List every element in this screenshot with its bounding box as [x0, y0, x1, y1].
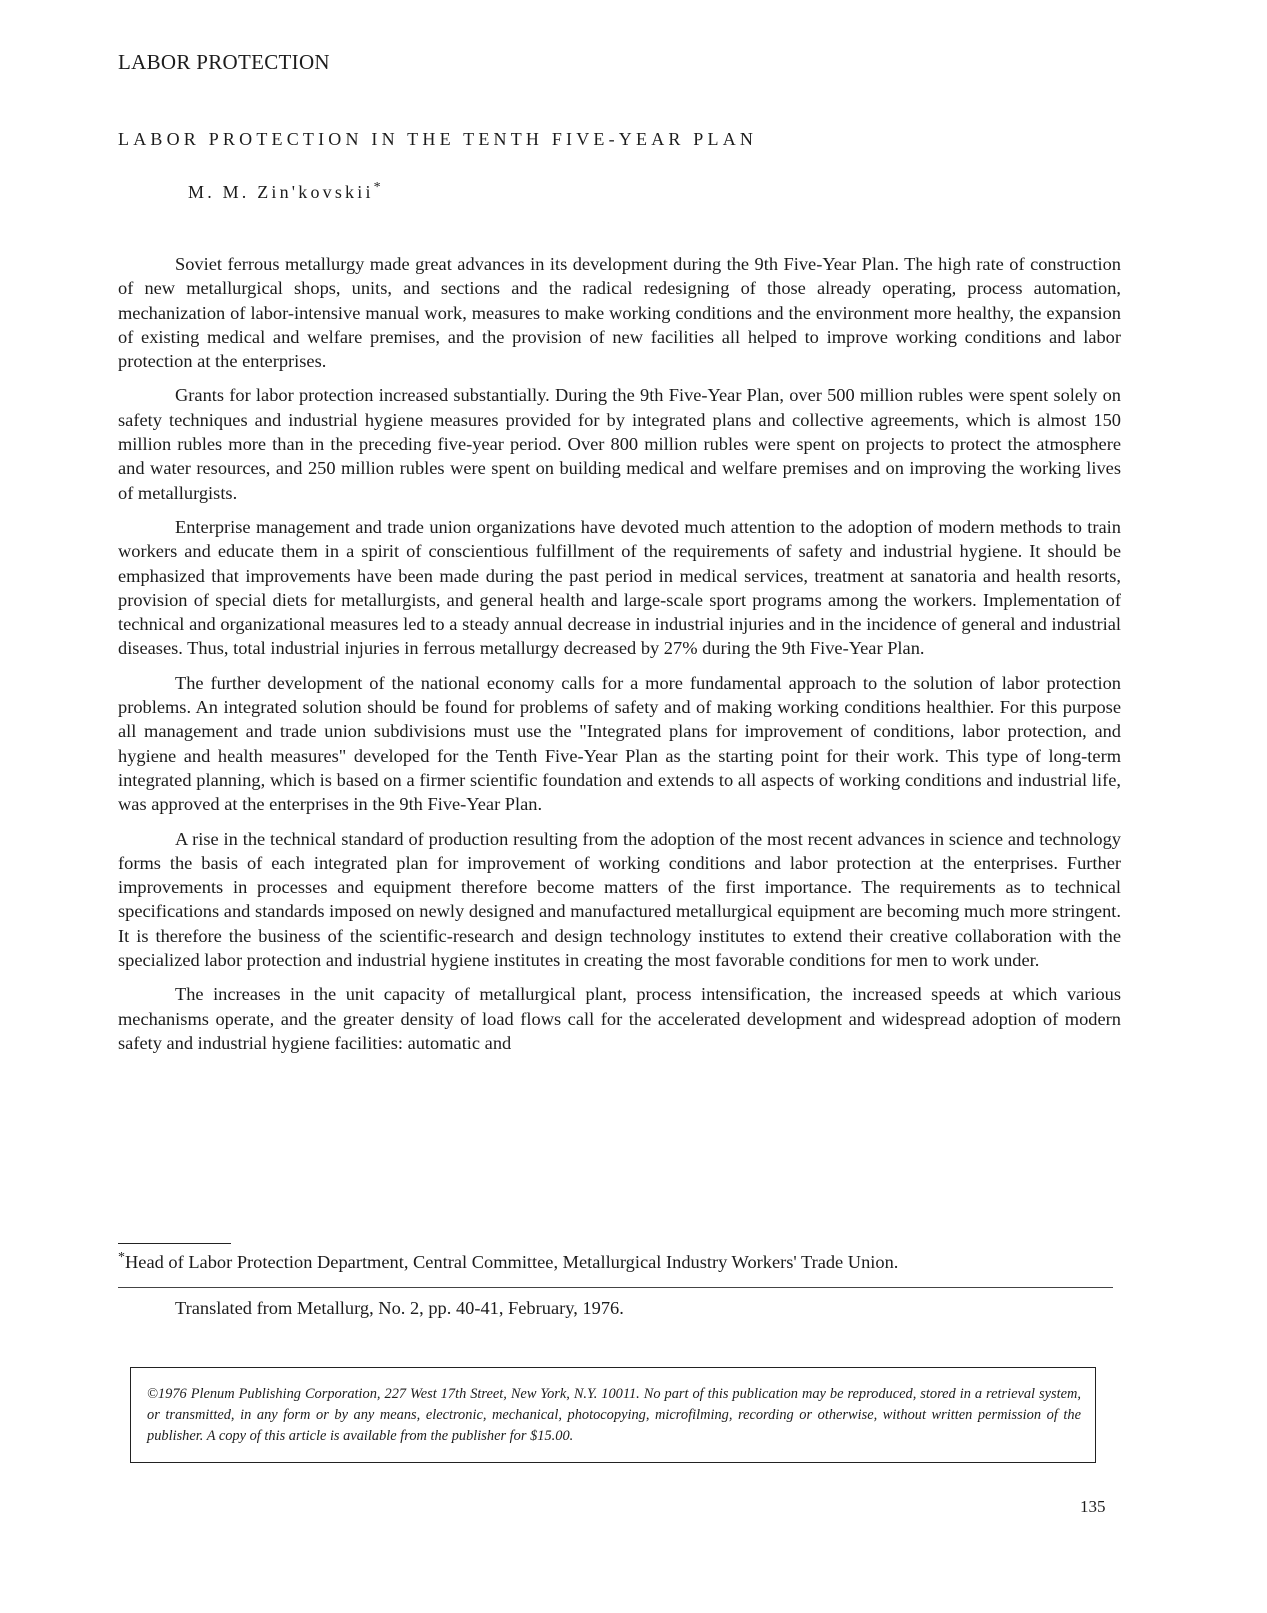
- article-body: [118, 252, 1121, 1065]
- footnote-divider: [118, 1243, 231, 1244]
- footnote-bottom-divider: [118, 1287, 1113, 1288]
- section-header: LABOR PROTECTION: [118, 50, 330, 74]
- footnote-text: Head of Labor Protection Department, Central Committee, Metallurgical Industry Workers' Trade Union.: [125, 1252, 899, 1272]
- copyright-box: [130, 1367, 1096, 1463]
- paragraph-3: Enterprise management and trade union organizations have devoted much attention to the adoption of modern methods to train workers and educate them in a spirit of conscientious fulfillment of the requirements of safety and industrial hygiene. It should be emphasized that improvements have been made during the past period in medical services, treatment at sanatoria and health resorts, provision of special diets for metallurgists, and general health and large-scale sport programs among the workers. Implementation of technical and organizational measures led to a steady annual decrease in industrial injuries and in the incidence of general and industrial diseases. Thus, total industrial injuries in ferrous metallurgy decreased by 27% during the 9th Five-Year Plan.: [118, 516, 1121, 659]
- author-line: [188, 180, 381, 203]
- footnote-mark: *: [118, 1250, 125, 1265]
- article-title: LABOR PROTECTION IN THE TENTH FIVE-YEAR PLAN: [118, 129, 758, 149]
- paragraph-6: The increases in the unit capacity of metallurgical plant, process intensification, the increased speeds at which various mechanisms operate, and the greater density of load flows call for the accelerated development and widespread adoption of modern safety and industrial hygiene facilities: automatic and: [118, 984, 1121, 1053]
- footnote: [118, 1252, 898, 1273]
- paragraph-4: The further development of the national economy calls for a more fundamental approach to the solution of labor protection problems. An integrated solution should be found for problems of safety and of making working conditions healthier. For this purpose all management and trade union subdivisions must use the "Integrated plans for improvement of conditions, labor protection, and hygiene and health measures" developed for the Tenth Five-Year Plan as the starting point for their work. This type of long-term integrated planning, which is based on a firmer scientific foundation and extends to all aspects of working conditions and industrial life, was approved at the enterprises in the 9th Five-Year Plan.: [118, 672, 1121, 815]
- author-name: M. M. Zin'kovskii: [188, 182, 374, 202]
- paragraph-5: A rise in the technical standard of production resulting from the adoption of the most recent advances in science and technology forms the basis of each integrated plan for improvement of working conditions and labor protection at the enterprises. Further improvements in processes and equipment therefore become matters of the first importance. The requirements as to technical specifications and standards imposed on newly designed and manufactured metallurgical equipment are becoming much more stringent. It is therefore the business of the scientific-research and design technology institutes to extend their creative collaboration with the specialized labor protection and industrial hygiene institutes in creating the most favorable conditions for men to work under.: [118, 828, 1121, 971]
- translation-note: Translated from Metallurg, No. 2, pp. 40-41, February, 1976.: [175, 1298, 624, 1318]
- author-footnote-mark: *: [373, 180, 381, 195]
- paragraph-1: Soviet ferrous metallurgy made great advances in its development during the 9th Five-Year Plan. The high rate of construction of new metallurgical shops, units, and sections and the radical redesigning of those already operating, process automation, mechanization of labor-intensive manual work, measures to make working conditions and the environment more healthy, the expansion of existing medical and welfare premises, and the provision of new facilities all helped to improve working conditions and labor protection at the enterprises.: [118, 254, 1121, 372]
- copyright-text: ©1976 Plenum Publishing Corporation, 227 West 17th Street, New York, N.Y. 10011. No part of this publication may be reproduced, stored in a retrieval system, or transmitted, in any form or by any means, electronic, mechanical, photocopying, microfilming, recording or otherwise, without written permission of the publisher. A copy of this article is available from the publisher for $15.00.: [147, 1386, 1081, 1444]
- page-number: 135: [1080, 1497, 1106, 1516]
- paragraph-2: Grants for labor protection increased substantially. During the 9th Five-Year Plan, over 500 million rubles were spent solely on safety techniques and industrial hygiene measures provided for by integrated plans and collective agreements, which is almost 150 million rubles more than in the preceding five-year period. Over 800 million rubles were spent on projects to protect the atmosphere and water resources, and 250 million rubles were spent on building medical and welfare premises and on improving the working lives of metallurgists.: [118, 385, 1121, 503]
